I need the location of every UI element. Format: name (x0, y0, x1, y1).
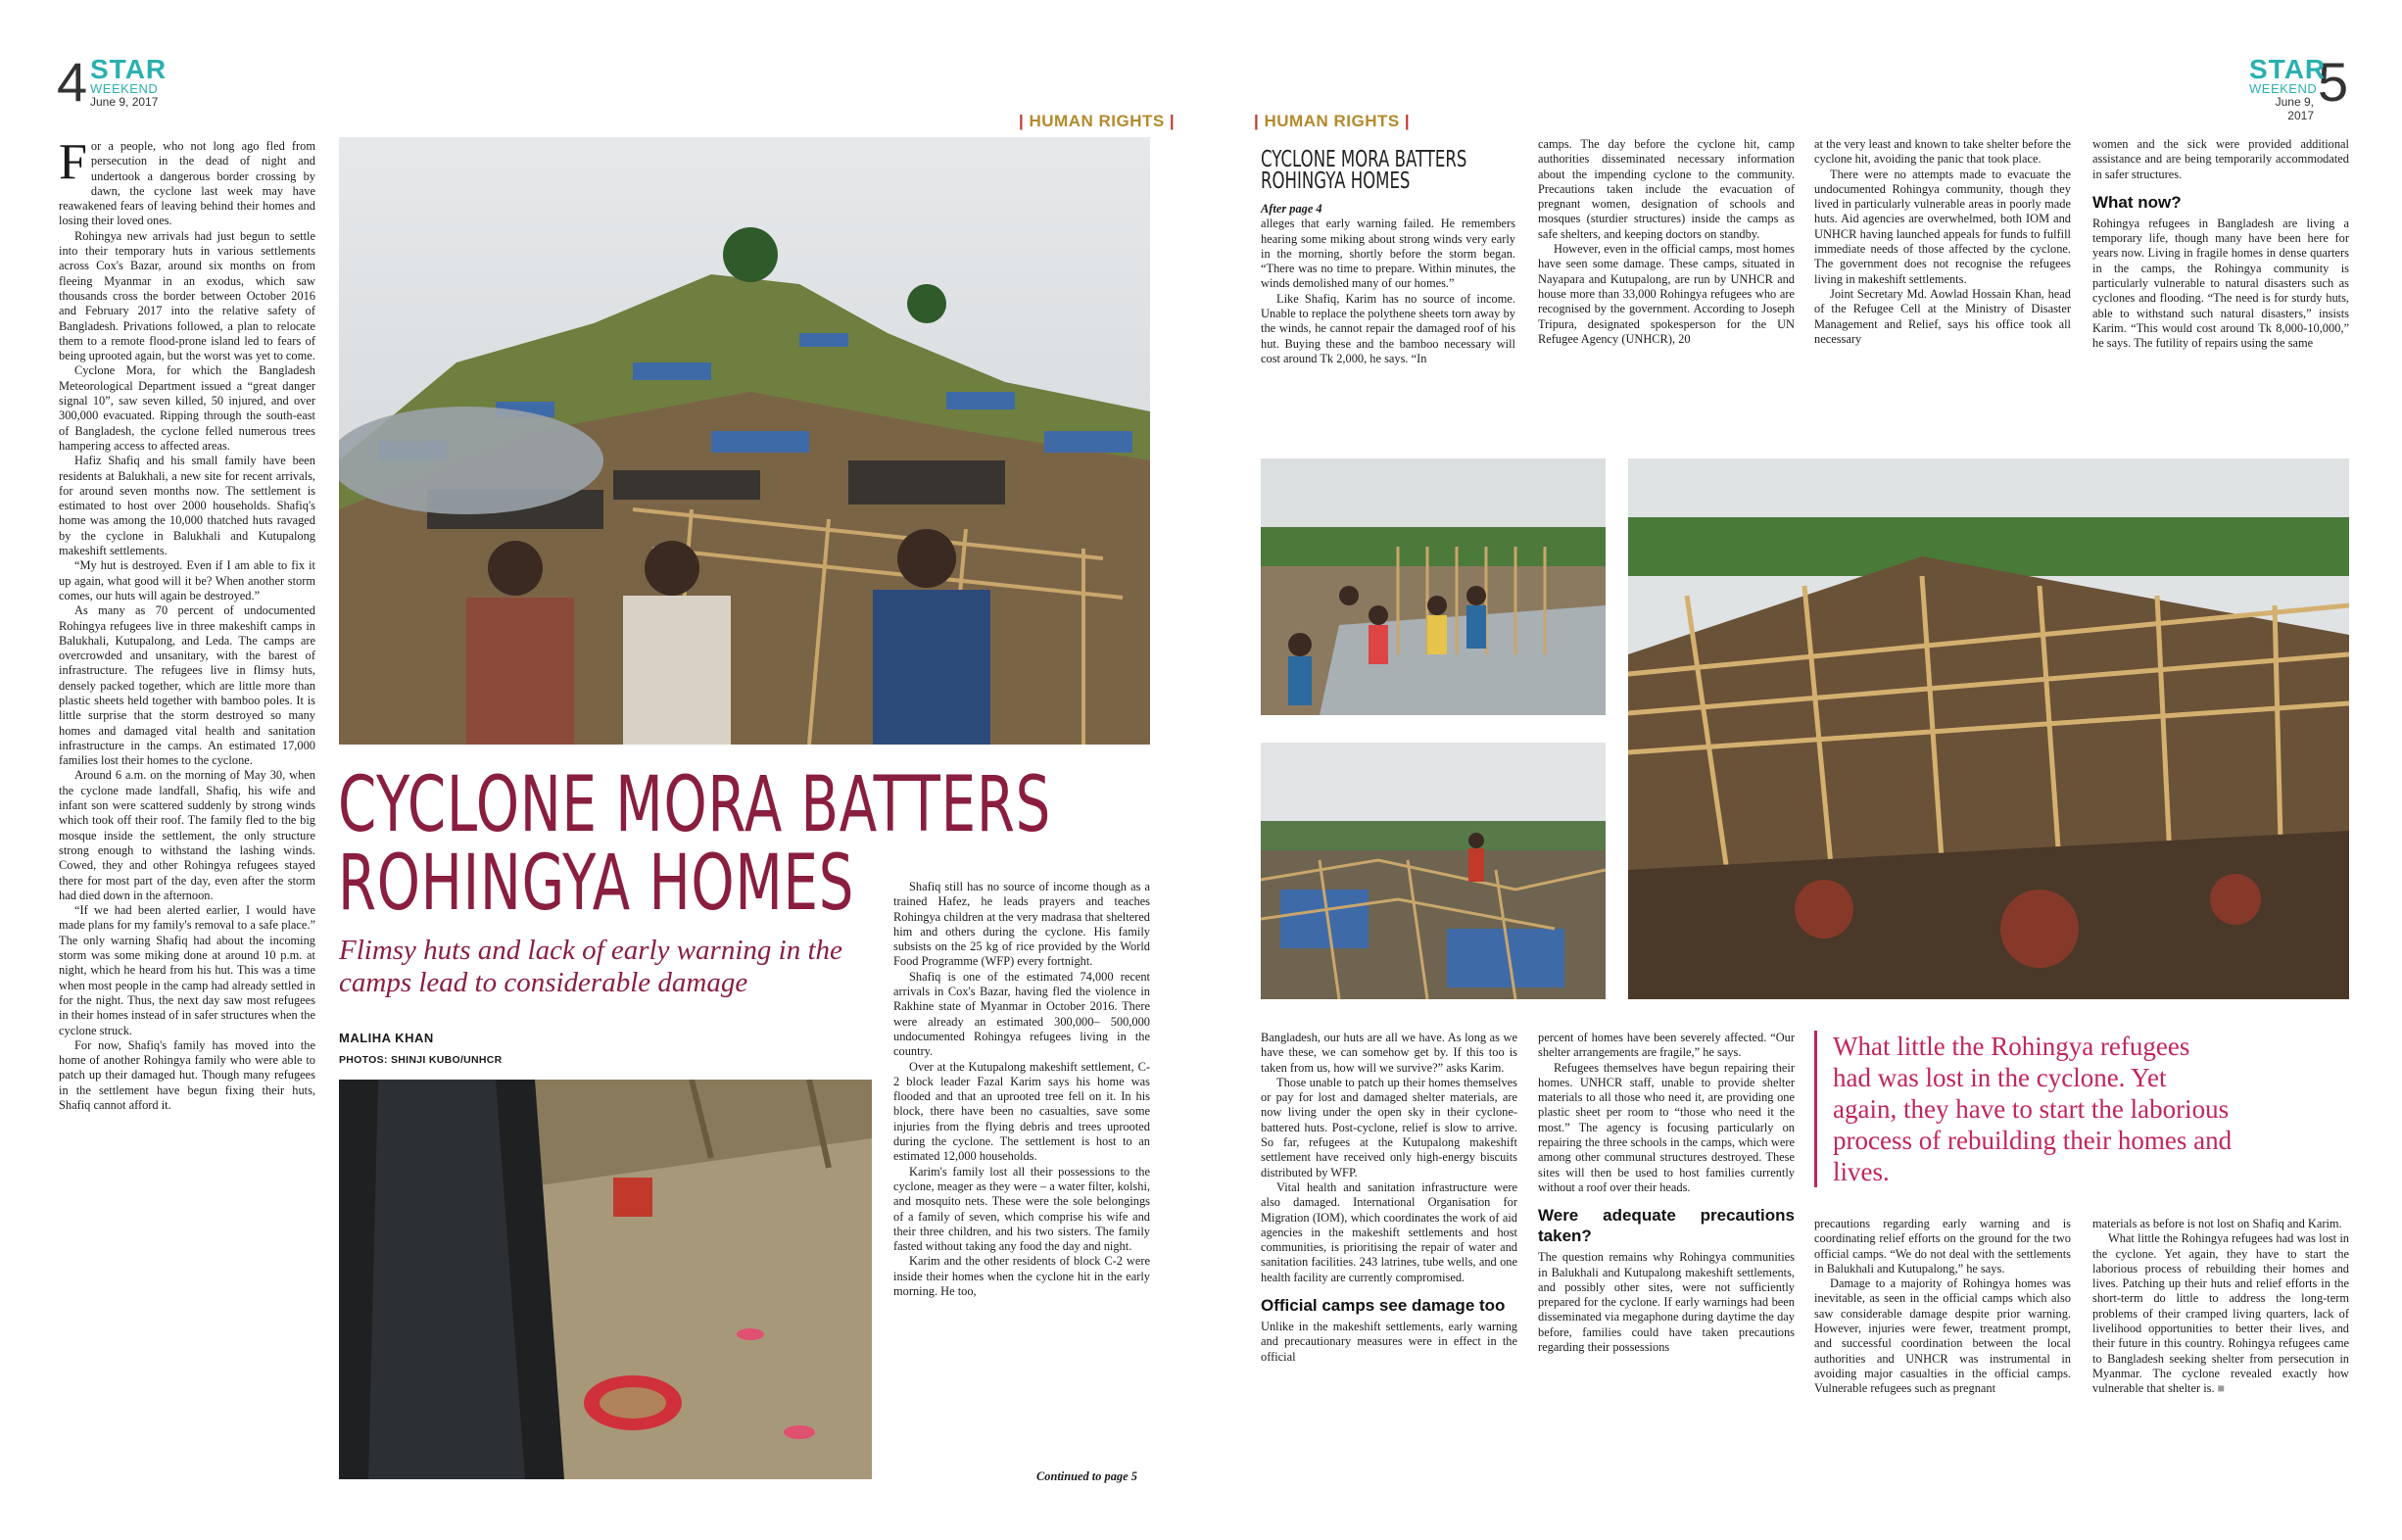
issue-date: June 9, 2017 (2275, 95, 2314, 122)
article-column-2 (893, 880, 1150, 1299)
paragraph: or a people, who not long ago fled from persecution in the dead of night and undertook a dangerous border crossing by dawn, the cyclone last week may have reawakened fears of leaving behind their homes and losing their loved ones. (59, 139, 315, 228)
paragraph: Karim and the other residents of block C-2 were inside their homes when the cyclone hit in the early morning. He too, (893, 1254, 1150, 1299)
page-number-left: 4 (57, 51, 88, 113)
paragraph: Like Shafiq, Karim has no source of income. Unable to replace the polythene sheets torn away by the winds, he cannot repair the damaged roof of his hut. Buying these and the bamboo necessary will cost around Tk 2,000, he says. “In (1261, 291, 1515, 365)
jump-bottom-column-2 (1538, 1031, 1795, 1355)
photo-illustration (1261, 458, 1606, 715)
masthead-weekend: WEEKEND (2249, 81, 2318, 96)
paragraph: materials as before is not lost on Shafiq and Karim. (2092, 1217, 2342, 1230)
jump-bottom-column-1 (1261, 1031, 1517, 1365)
paragraph: As many as 70 percent of undocumented Rohingya refugees live in three makeshift camps in Balukhali, Kutupalong, and Leda. The camps are overcrowded and unsanitary, with the barest of infrastructure. The refugees live in flimsy huts, densely packed together, which are little more than plastic sheets held together with bamboo poles. It is little surprise that the storm destroyed so many homes and damaged vital health and sanitation infrastructure in the camps. An estimated 17,000 families lost their homes to the cyclone. (59, 603, 315, 768)
paragraph: What little the Rohingya refugees had was lost in the cyclone. Yet again, they have to start the laborious process of rebuilding their homes and lives. Patching up their huts and relief efforts in the short-term do little to address the long-term problems of their cramped living quarters, lack of livelihood opportunities to better their lives, and their future in this country. Rohingya refugees came to Bangladesh seeking shelter from persecution in Myanmar. The cyclone revealed exactly how vulnerable that shelter is. (2092, 1231, 2349, 1396)
paragraph: Over at the Kutupalong makeshift settlement, C-2 block leader Fazal Karim says his home was flooded and that an uprooted tree fell on it. In his block, there have been no casualties, save some injuries from the flying debris and trees uprooted during the cyclone. The settlement is host to an estimated 12,000 households. (893, 1059, 1150, 1164)
paragraph: camps. The day before the cyclone hit, camp authorities disseminated necessary information about the impending cyclone to the community. Precautions taken include the evacuation of pregnant women, designation of schools and mosques (sturdier structures) inside the camps as safe shelters, and keeping doctors on standby. (1538, 137, 1795, 241)
subheading-official-camps: Official camps see damage too (1261, 1296, 1506, 1316)
paragraph: Unlike in the makeshift settlements, early warning and precautionary measures were in effect in the official (1261, 1320, 1517, 1364)
jump-top-column-2 (1538, 137, 1795, 347)
paragraph: Those unable to patch up their homes themselves or pay for lost and damaged shelter materials, are now living under the open sky in their cyclone-battered huts. Post-cyclone, relief is slow to arrive. So far, refugees at the Kutupalong makeshift settlement have received only high-energy biscuits distributed by WFP. (1261, 1075, 1517, 1179)
paragraph: Shafiq is one of the estimated 74,000 recent arrivals in Cox's Bazar, having fled the violence in Rakhine state of Myanmar in October 2016. There were already an estimated 300,000– 500,000 undocumented Rohingya refugees living in the country. (893, 969, 1150, 1059)
flooded-hut-photo (339, 1080, 872, 1479)
headline-line-1: CYCLONE MORA BATTERS (338, 761, 1051, 849)
paragraph: Rohingya refugees in Bangladesh are living a temporary life, though many have been here for years now. Living in fragile homes in dense quarters in the camps, the Rohingya community is particularly vulnerable to natural disasters such as cyclones and flooding. “The need is for sturdy huts, able to withstand such natural disasters,” insists Karim. “This would cost around Tk 8,000-10,000,” he says. The futility of repairs using the same (2092, 216, 2349, 351)
paragraph: There were no attempts made to evacuate the undocumented Rohingya community, though they lived in particularly vulnerable areas in poorly made huts. Aid agencies are overwhelmed, both IOM and UNHCR having launched appeals for funds to fulfill immediate needs of those affected by the cyclone. The government does not recognise the refugees living in makeshift settlements. (1814, 167, 2071, 286)
pull-quote: What little the Rohingya refugees had was lost in the cyclone. Yet again, they have to start the laborious process of rebuilding their homes and lives. (1814, 1031, 2234, 1187)
jump-from-notice: After page 4 (1261, 202, 1322, 216)
subheading-what-now: What now? (2092, 192, 2182, 212)
jump-bottom-column-4 (2092, 1217, 2349, 1397)
paragraph: Vital health and sanitation infrastructure were also damaged. International Organisation for Migration (IOM), which coordinates the work of aid agencies in the makeshift settlements and host communities, is prioritising the repair of water and sanitation facilities. 243 latrines, tube wells, and one health facility are currently compromised. (1261, 1179, 1517, 1284)
jump-top-column-1 (1261, 202, 1515, 366)
page-number-right: 5 (2318, 51, 2349, 113)
paragraph: alleges that early warning failed. He remembers hearing some miking about strong winds very early in the morning, shortly before the storm began. “There was no time to prepare. Within minutes, the winds demolished many of our homes.” (1261, 217, 1515, 291)
paragraph: Around 6 a.m. on the morning of May 30, when the cyclone made landfall, Shafiq, his wife and infant son were scattered suddenly by strong winds which took off their roof. The family fled to the big mosque inside the settlement, the only structure strong enough to withstand the lashing winds. Cowed, they and other Rohingya refugees stayed there for most part of the day, even after the storm had died down in the afternoon. (59, 768, 315, 902)
section-text: HUMAN RIGHTS (1029, 112, 1165, 130)
jump-headline-line-2: ROHINGYA HOMES (1261, 168, 1411, 194)
paragraph: “If we had been alerted earlier, I would have made plans for my family's removal to a safe place.” The only warning Shafiq had about the incoming storm was some miking done at around 10 p.m. at night, which he heard from his hut. This was a time when most people in the camp had already settled in for the night. Thus, the next day saw most refugees in their homes instead of in safer structures when the cyclone struck. (59, 903, 315, 1037)
headline-line-2: ROHINGYA HOMES (338, 840, 855, 928)
masthead-weekend: WEEKEND (90, 81, 159, 96)
end-mark: ■ (2217, 1381, 2226, 1396)
jump-top-column-3 (1814, 137, 2071, 347)
paragraph: Cyclone Mora, for which the Bangladesh Meteorological Department issued a “great danger signal 10”, saw seven killed, 50 injured, and over 300,000 evacuated. Ripping through the south-east of Bangladesh, the cyclone felled numerous trees hampering access to affected areas. (59, 363, 315, 453)
bamboo-frame-photo (1628, 458, 2349, 999)
jump-headline-line-1: CYCLONE MORA BATTERS (1261, 147, 1467, 172)
section-label-right: | HUMAN RIGHTS | (1254, 112, 1411, 130)
masthead-left (90, 54, 168, 109)
paragraph: precautions regarding early warning and is coordinating relief efforts on the ground for the two official camps. “We do not deal with the settlements in Balukhali and Kutupalong,” he says. (1814, 1217, 2071, 1275)
photo-illustration (339, 1080, 872, 1479)
article-column-1 (59, 134, 315, 1113)
subheadline: Flimsy huts and lack of early warning in the camps lead to considerable damage (339, 935, 842, 998)
hillside-camp-photo (339, 137, 1150, 745)
children-in-debris-photo (1261, 458, 1606, 715)
paragraph: However, even in the official camps, most homes have seen some damage. These camps, situated in Nayapara and Kutupalong, are run by UNHCR and house more than 33,000 Rohingya refugees who are recognised by the government. According to Joseph Tripura, designated spokesperson for the UN Refugee Agency (UNHCR), 20 (1538, 242, 1795, 346)
paragraph: women and the sick were provided additional assistance and are being temporarily accommodated in safer structures. (2092, 137, 2349, 181)
paragraph: Damage to a majority of Rohingya homes was inevitable, as seen in the official camps which also saw considerable damage despite prior warning. However, injuries were fewer, treatment prompt, and successful coordination between the local authorities and UNHCR was instrumental in avoiding major casualties in the official camps. Vulnerable refugees such as pregnant (1814, 1276, 2071, 1396)
paragraph: “My hut is destroyed. Even if I am able to fix it up again, what good will it be? When another storm comes, our huts will again be destroyed.” (59, 558, 315, 602)
masthead-star: STAR (2249, 54, 2327, 84)
photo-illustration (1628, 458, 2349, 999)
paragraph: For now, Shafiq's family has moved into the home of another Rohingya family who were able to patch up their damaged hut. Though many refugees in the settlement have begun fixing their huts, Shafiq cannot afford it. (59, 1037, 315, 1112)
collapsed-huts-photo (1261, 743, 1606, 999)
paragraph: Refugees themselves have begun repairing their homes. UNHCR staff, unable to provide shelter materials to all those who need it, are providing one plastic sheet per room to “those who need it the most.” The agency is focusing particularly on repairing the three schools in the camps, which were among other communal structures destroyed. These sites will then be used to host families currently without a roof over their heads. (1538, 1060, 1795, 1194)
paragraph: Hafiz Shafiq and his small family have been residents at Balukhali, a new site for recent arrivals, for around seven months now. The settlement is estimated to host over 2000 households. Shafiq's home was among the 10,000 thatched huts ravaged by the cyclone in Balukhali and Kutupalong makeshift settlements. (59, 454, 315, 558)
continued-notice: Continued to page 5 (1036, 1469, 1137, 1483)
paragraph: Rohingya new arrivals had just begun to settle into their temporary huts in various settlements across Cox's Bazar, around six months on from fleeing Myanmar in an exodus, which saw thousands cross the border between October 2016 and February 2017 into the relative safety of Bangladesh. Privations followed, a plan to relocate them to a remote flood-prone island led to fears of being uprooted again, but the worst was yet to come. (59, 228, 315, 363)
jump-bottom-column-3 (1814, 1217, 2071, 1397)
photo-illustration (1261, 743, 1606, 999)
issue-date: June 9, 2017 (90, 95, 159, 109)
paragraph: The question remains why Rohingya communities in Balukhali and Kutupalong makeshift settlements, and possibly other sites, were not sufficiently prepared for the cyclone. If early warnings had been disseminated via megaphone during daytime the day before, families could have taken precautions regarding their possessions (1538, 1250, 1795, 1355)
photo-credit: PHOTOS: SHINJI KUBO/UNHCR (339, 1054, 503, 1066)
masthead-star: STAR (90, 54, 168, 84)
photo-illustration (339, 137, 1150, 745)
jump-top-column-4 (2092, 137, 2349, 352)
paragraph: percent of homes have been severely affected. “Our shelter arrangements are fragile,” he says. (1538, 1031, 1795, 1060)
drop-cap: F (59, 134, 87, 190)
masthead-right (2249, 54, 2327, 122)
section-label-left: | HUMAN RIGHTS | (1019, 112, 1176, 130)
byline: MALIHA KHAN (339, 1031, 434, 1045)
paragraph: Shafiq still has no source of income though as a trained Hafez, he leads prayers and teaches Rohingya children at the very madrasa that sheltered him and others during the cyclone. His family subsists on the 25 kg of rice provided by the World Food Programme (WFP) every fortnight. (893, 880, 1150, 969)
subheading-precautions: Were adequate precautions taken? (1538, 1206, 1795, 1246)
section-text: HUMAN RIGHTS (1264, 112, 1400, 130)
paragraph: Joint Secretary Md. Aowlad Hossain Khan, head of the Refugee Cell at the Ministry of Disaster Management and Relief, says his office took all necessary (1814, 286, 2071, 346)
paragraph: Bangladesh, our huts are all we have. As long as we have these, we can somehow get by. If this too is taken from us, how will we survive?” asks Karim. (1261, 1031, 1517, 1075)
paragraph: Karim's family lost all their possessions to the cyclone, meager as they were – a water filter, kolshi, and mosquito nets. These were the sole belongings of a family of seven, which comprise his wife and their three children, and his two sisters. The family fasted without taking any food the day and night. (893, 1164, 1150, 1254)
paragraph: at the very least and known to take shelter before the cyclone hit, avoiding the panic that took place. (1814, 137, 2071, 167)
